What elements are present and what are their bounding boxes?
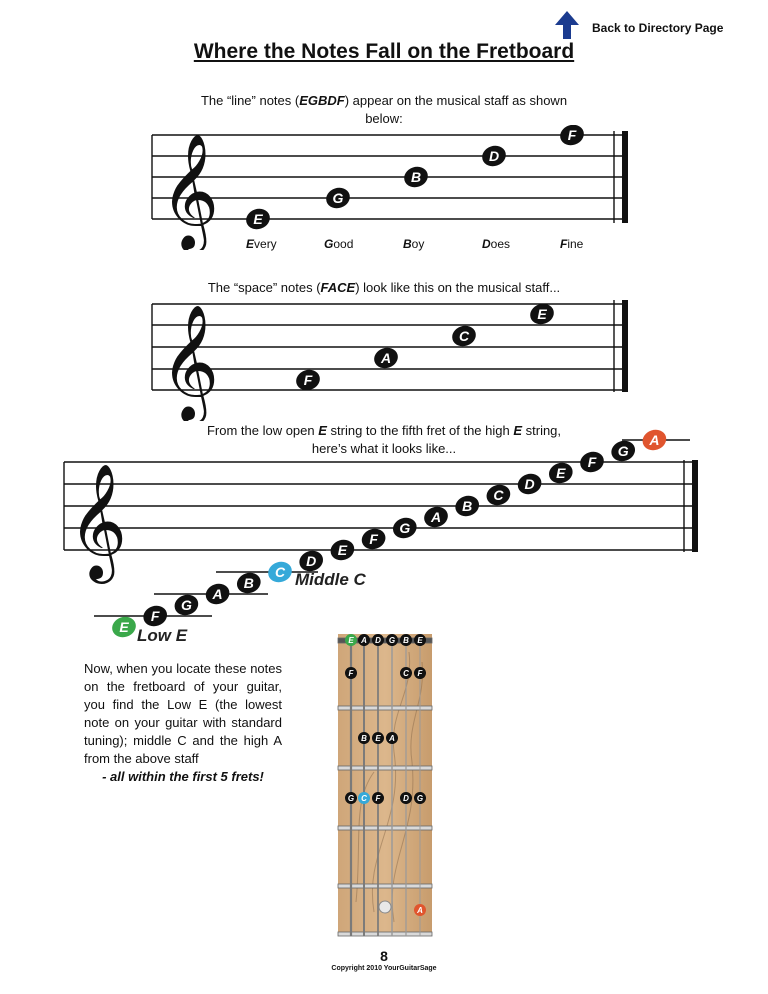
svg-text:G: G bbox=[347, 793, 355, 803]
range-note-b-4 bbox=[234, 570, 263, 596]
svg-text:A: A bbox=[212, 586, 223, 602]
range-note-f-8 bbox=[359, 526, 388, 552]
svg-text:F: F bbox=[375, 793, 381, 803]
note-d-3 bbox=[479, 143, 508, 169]
svg-text:A: A bbox=[361, 635, 367, 645]
svg-text:G: G bbox=[617, 443, 629, 459]
range-caption: From the low open E string to the fifth fret of the high E string, here’s what it looks like... bbox=[206, 423, 562, 456]
range-note-a-10 bbox=[421, 504, 450, 530]
copyright: Copyright 2010 YourGuitarSage bbox=[331, 965, 437, 972]
svg-text:C: C bbox=[361, 793, 367, 803]
svg-text:G: G bbox=[180, 597, 192, 613]
svg-text:E: E bbox=[537, 306, 547, 322]
fret-5 bbox=[338, 932, 432, 936]
svg-text:B: B bbox=[410, 169, 422, 185]
mnemonic-boy: Boy bbox=[403, 237, 425, 251]
note-f-4 bbox=[557, 125, 586, 148]
mnemonic-good: Good bbox=[324, 237, 354, 251]
svg-text:F: F bbox=[348, 668, 354, 678]
svg-text:A: A bbox=[417, 905, 423, 915]
line-notes-staff bbox=[148, 125, 638, 250]
svg-text:D: D bbox=[375, 635, 381, 645]
space-notes-caption: The “space” notes (FACE) look like this on the musical staff... bbox=[207, 280, 561, 295]
range-note-c-12 bbox=[484, 482, 513, 508]
treble-clef-icon: 𝄞 bbox=[68, 462, 128, 579]
svg-text:C: C bbox=[274, 564, 286, 580]
space-notes-staff bbox=[148, 296, 638, 421]
page-number: 8 bbox=[380, 948, 388, 964]
range-note-b-11 bbox=[453, 493, 482, 519]
range-staff bbox=[56, 425, 706, 645]
space-note-c-2 bbox=[449, 323, 478, 349]
page-title: Where the Notes Fall on the Fretboard bbox=[193, 40, 575, 63]
fret-2 bbox=[338, 766, 432, 770]
svg-text:F: F bbox=[587, 454, 597, 470]
mnemonic-does: Does bbox=[482, 237, 511, 251]
range-note-g-16 bbox=[609, 438, 638, 464]
svg-text:D: D bbox=[524, 476, 535, 492]
svg-text:A: A bbox=[380, 350, 392, 366]
svg-text:G: G bbox=[388, 635, 396, 645]
svg-text:D: D bbox=[306, 553, 317, 569]
middle-c-label: Middle C bbox=[295, 570, 366, 589]
line-notes-caption: The “line” notes (EGBDF) appear on the musical staff as shown below: bbox=[200, 93, 568, 126]
svg-text:G: G bbox=[332, 190, 344, 206]
fretboard-diagram bbox=[334, 632, 436, 938]
range-note-e-0 bbox=[109, 614, 138, 640]
note-b-2 bbox=[401, 164, 430, 190]
space-note-f-0 bbox=[293, 367, 322, 393]
range-note-g-2 bbox=[172, 592, 201, 618]
fret-3 bbox=[338, 826, 432, 830]
space-note-e-3 bbox=[527, 301, 556, 327]
range-note-e-14 bbox=[546, 460, 575, 486]
range-note-c-5 bbox=[265, 559, 294, 585]
range-note-a-3 bbox=[203, 581, 232, 607]
svg-text:A: A bbox=[389, 733, 395, 743]
range-note-g-9 bbox=[390, 515, 419, 541]
svg-text:E: E bbox=[556, 465, 566, 481]
mnemonic-every: Every bbox=[246, 237, 277, 251]
svg-text:F: F bbox=[417, 668, 423, 678]
fret-1 bbox=[338, 706, 432, 710]
mnemonic-fine: Fine bbox=[560, 237, 584, 251]
back-to-directory-link[interactable] bbox=[554, 10, 723, 40]
note-g-1 bbox=[323, 185, 352, 211]
space-note-a-1 bbox=[371, 345, 400, 371]
treble-clef-icon: 𝄞 bbox=[160, 132, 220, 249]
up-arrow-icon bbox=[554, 10, 580, 40]
svg-text:E: E bbox=[253, 211, 263, 227]
svg-text:C: C bbox=[493, 487, 504, 503]
svg-text:B: B bbox=[361, 733, 367, 743]
svg-text:E: E bbox=[348, 635, 354, 645]
back-to-directory-label: Back to Directory Page bbox=[592, 21, 724, 35]
svg-text:F: F bbox=[150, 608, 160, 624]
svg-text:E: E bbox=[119, 619, 129, 635]
svg-text:B: B bbox=[243, 575, 254, 591]
svg-text:E: E bbox=[337, 542, 348, 558]
svg-text:D: D bbox=[488, 148, 500, 164]
svg-text:G: G bbox=[399, 520, 411, 536]
svg-text:E: E bbox=[417, 635, 423, 645]
svg-text:A: A bbox=[649, 432, 660, 448]
svg-text:F: F bbox=[567, 127, 577, 143]
svg-text:E: E bbox=[375, 733, 381, 743]
fret-inlay-dot bbox=[379, 901, 391, 913]
svg-text:F: F bbox=[369, 531, 378, 547]
treble-clef-icon: 𝄞 bbox=[160, 303, 220, 420]
fret-4 bbox=[338, 884, 432, 888]
range-note-d-13 bbox=[515, 471, 544, 497]
svg-text:D: D bbox=[403, 793, 409, 803]
svg-text:F: F bbox=[303, 372, 313, 388]
range-note-a-17 bbox=[640, 427, 669, 453]
explanation-paragraph: Now, when you locate these notes on the fretboard of your guitar, you find the Low E (the lowest note on your guitar with standard tuning); middle C and the high A from the above staff - all within the first 5 frets! bbox=[84, 661, 282, 784]
low-e-label: Low E bbox=[137, 626, 188, 645]
svg-text:B: B bbox=[403, 635, 409, 645]
note-e-0 bbox=[243, 206, 272, 232]
range-note-f-15 bbox=[577, 449, 606, 475]
svg-text:G: G bbox=[416, 793, 424, 803]
svg-text:C: C bbox=[403, 668, 409, 678]
svg-text:A: A bbox=[430, 509, 442, 525]
svg-text:B: B bbox=[462, 498, 473, 514]
svg-text:C: C bbox=[458, 328, 470, 344]
range-note-e-7 bbox=[328, 537, 357, 563]
